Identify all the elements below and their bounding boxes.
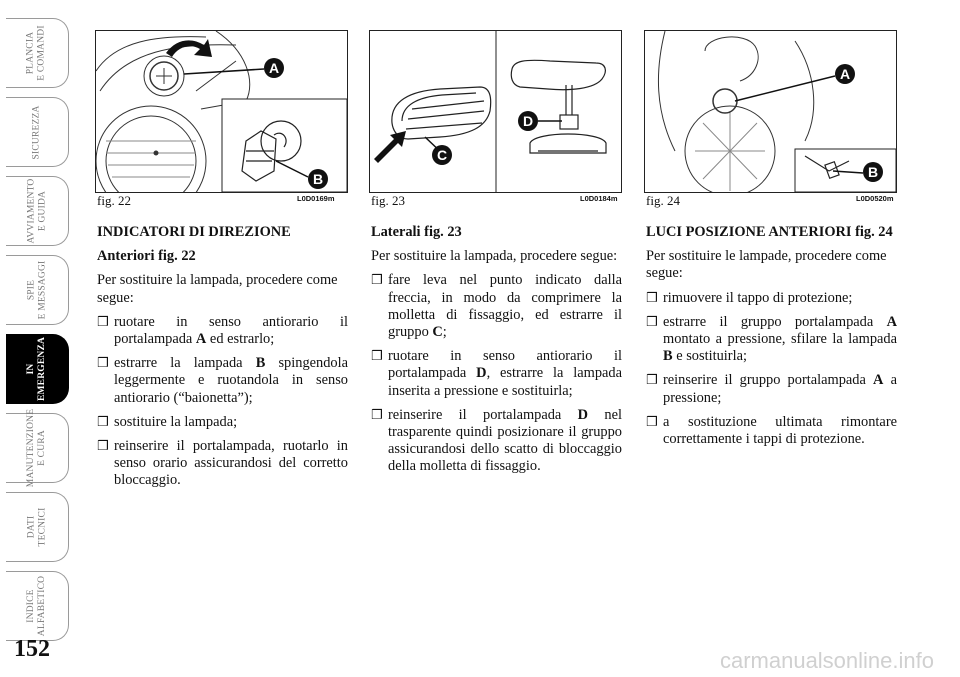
svg-text:D: D (522, 113, 534, 129)
checkbox-bullet-icon: ❒ (646, 414, 658, 430)
tab-label-line1: DATI (26, 515, 36, 539)
tab-indice-alfabetico[interactable] (6, 571, 69, 641)
checkbox-bullet-icon: ❒ (97, 314, 109, 330)
checkbox-bullet-icon: ❒ (97, 439, 109, 455)
tab-label-line1: INDICE (26, 589, 36, 623)
svg-text:A: A (839, 66, 851, 82)
figure-23-illustration (369, 30, 622, 193)
figure-24-code: L0D0520m (856, 194, 894, 203)
checkbox-bullet-icon: ❒ (646, 290, 658, 306)
checkbox-bullet-icon: ❒ (646, 373, 658, 389)
tab-label-line2: ALFABETICO (37, 575, 47, 637)
column-turn-indicators (97, 224, 348, 497)
tab-sicurezza[interactable] (6, 97, 69, 167)
figure-24-caption: fig. 24 (646, 193, 680, 208)
tab-label-line1: AVVIAMENTO (26, 178, 37, 244)
list-item: ❒ reinserire il portalampada, ruotarlo in senso orario assicurandosi del corretto bloccaggio. (97, 438, 348, 489)
svg-text:B: B (312, 171, 324, 187)
list-item: ❒ sostituire la lampada; (97, 413, 238, 430)
column-front-position-lights (646, 224, 897, 455)
svg-text:B: B (867, 164, 879, 180)
checkbox-bullet-icon: ❒ (97, 356, 109, 372)
tab-label-line2: E GUIDA (37, 190, 48, 232)
tab-spie-e-messaggi[interactable] (6, 255, 69, 325)
rotate-arrow-icon (166, 39, 212, 57)
figure-22-code: L0D0169m (297, 194, 335, 203)
tab-label-line1: PLANCIA (26, 31, 36, 75)
tab-avviamento-e-guida[interactable] (6, 176, 69, 246)
list-item: ❒ rimuovere il tappo di protezione; (646, 289, 853, 306)
tab-label-line2: E MESSAGGI (37, 260, 47, 320)
tab-manutenzione-e-cura[interactable] (6, 408, 69, 488)
section-heading: Laterali fig. 23 (371, 224, 462, 240)
section-heading: LUCI POSIZIONE ANTERIORI fig. 24 (646, 224, 893, 240)
label-a-marker (264, 58, 284, 78)
list-item: ❒ fare leva nel punto indicato dalla freccia, in modo da comprimere la molletta di fissaggio, ed estrarre il gruppo C; (371, 272, 622, 341)
tab-label-line2: EMERGENZA (37, 336, 47, 402)
list-item: ❒ reinserire il portalampada D nel trasparente quindi posizionare il gruppo assicurandosi dello scatto di bloccaggio della molletta di fissaggio. (371, 406, 622, 475)
figure-23-caption: fig. 23 (371, 193, 405, 208)
steps-list (371, 272, 622, 475)
lever-arrow-icon (374, 131, 406, 163)
figure-24-illustration (644, 30, 897, 193)
label-d-marker (518, 111, 538, 131)
checkbox-bullet-icon: ❒ (371, 407, 383, 423)
intro-text: Per sostituire la lampada, procedere come segue: (97, 272, 338, 306)
list-item: ❒ ruotare in senso antiorario il portalampada D, estrarre la lampada inserita a pressione e sostituirla; (371, 348, 622, 399)
bulb-holder-side (511, 60, 606, 153)
column-side-indicators (371, 224, 622, 483)
svg-text:C: C (436, 147, 448, 163)
list-item: ❒ a sostituzione ultimata rimontare correttamente i tappi di protezione. (646, 413, 897, 448)
steps-list (646, 290, 897, 449)
tab-plancia-e-comandi[interactable] (6, 18, 69, 88)
tab-label-line1: MANUTENZIONE (26, 408, 37, 488)
label-b-marker (308, 169, 328, 189)
label-a-marker (835, 64, 855, 84)
intro-text: Per sostituire le lampade, procedere come segue: (646, 248, 887, 282)
indicator-lens (392, 87, 491, 139)
tab-label-line2: TECNICI (37, 507, 47, 547)
headlight-rear-illustration (96, 31, 347, 192)
side-indicator-illustration (370, 31, 621, 192)
section-tabs (0, 0, 74, 640)
checkbox-bullet-icon: ❒ (646, 314, 658, 330)
tab-dati-tecnici[interactable] (6, 492, 69, 562)
tab-label-line1: IN (26, 363, 36, 375)
label-c-marker (432, 145, 452, 165)
steps-list (97, 314, 348, 490)
tab-label-line1: SICUREZZA (31, 104, 42, 160)
section-heading: INDICATORI DI DIREZIONE (97, 224, 291, 240)
checkbox-bullet-icon: ❒ (371, 349, 383, 365)
checkbox-bullet-icon: ❒ (371, 273, 383, 289)
tab-label-line2: E COMANDI (37, 25, 47, 81)
position-light-illustration (645, 31, 896, 192)
checkbox-bullet-icon: ❒ (97, 414, 109, 430)
tab-in-emergenza[interactable] (6, 334, 69, 404)
list-item: ❒ estrarre il gruppo portalampada A montato a pressione, sfilare la lampada B e sostituirla; (646, 313, 897, 365)
list-item: ❒ estrarre la lampada B spingendola leggermente e ruotandola in senso antiorario (“baionetta”); (97, 355, 348, 406)
svg-text:A: A (268, 60, 280, 76)
figure-23-code: L0D0184m (580, 194, 618, 203)
page-number: 152 (14, 636, 50, 662)
watermark: carmanualsonline.info (719, 648, 934, 673)
tab-label-line1: SPIE (26, 279, 36, 301)
label-b-marker (863, 162, 883, 182)
figure-22-caption: fig. 22 (97, 193, 131, 208)
list-item: ❒ ruotare in senso antiorario il portalampada A ed estrarlo; (97, 313, 348, 348)
list-item: ❒ reinserire il gruppo portalampada A a pressione; (646, 372, 897, 406)
tab-label-line2: E CURA (37, 430, 48, 466)
figure-22-illustration (95, 30, 348, 193)
subsection-heading: Anteriori fig. 22 (97, 248, 196, 265)
intro-text: Per sostituire la lampada, procedere segue: (371, 248, 618, 265)
